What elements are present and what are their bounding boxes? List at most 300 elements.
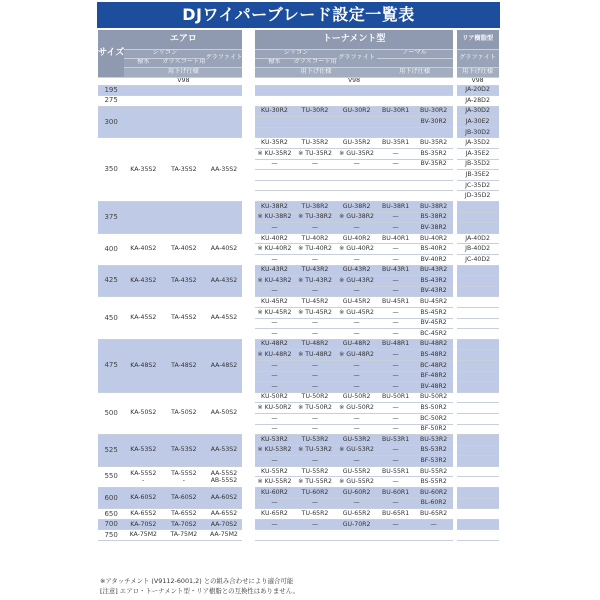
tournament-cell: — — [337, 413, 377, 424]
tournament-cell: TU-43R2 — [293, 265, 336, 276]
aero-value: AB-55S2 — [210, 476, 238, 484]
tournament-cell: BV-38R2 — [415, 223, 453, 234]
tournament-cell — [415, 191, 453, 202]
aero-cell — [124, 85, 162, 96]
aero-cell: TA-35S2 — [162, 138, 205, 202]
tournament-cell: BF-53R2 — [415, 456, 453, 467]
aero-value: TA-55S2 — [171, 469, 197, 477]
aero-cell — [162, 466, 205, 487]
rear-cell — [457, 530, 499, 541]
tournament-cell — [255, 117, 293, 128]
tournament-cell — [255, 127, 293, 138]
aero-cell: KA-53S2 — [124, 435, 162, 467]
aero-cell — [124, 96, 162, 107]
tournament-cell: — — [337, 223, 377, 234]
table-row — [98, 466, 499, 477]
tournament-cell: — — [377, 519, 415, 530]
rear-cell — [457, 307, 499, 318]
tournament-cell: BL-60R2 — [415, 498, 453, 509]
tournament-cell: BS-55R2 — [415, 477, 453, 488]
tournament-cell: GU-40R2 — [337, 233, 377, 244]
aero-cell: TA-48S2 — [162, 339, 205, 392]
tournament-cell — [377, 180, 415, 191]
tournament-cell: — — [255, 519, 293, 530]
tournament-cell — [377, 170, 415, 181]
table-row — [98, 488, 499, 499]
tournament-cell — [293, 127, 336, 138]
aero-cell: TA-53S2 — [162, 435, 205, 467]
table-row — [98, 202, 499, 213]
tournament-cell: — — [255, 382, 293, 393]
aero-cell: AA-70S2 — [205, 519, 242, 530]
tournament-cell: GU-38R2 — [337, 202, 377, 213]
size-cell: 650 — [98, 509, 124, 520]
tournament-cell: BU-35R2 — [415, 138, 453, 149]
rear-graphite-header: グラファイト — [457, 49, 499, 67]
rear-header: リア樹脂型 — [457, 30, 499, 49]
rear-cell — [457, 350, 499, 361]
aero-cell — [162, 85, 205, 96]
tournament-cell: ※ KU-40R2 — [255, 244, 293, 255]
tournament-cell: — — [377, 212, 415, 223]
tournament-cell — [293, 180, 336, 191]
tournament-cell: — — [337, 424, 377, 435]
tournament-cell — [415, 170, 453, 181]
tournament-cell: ※ TU-35R2 — [293, 149, 336, 160]
rear-cell — [457, 202, 499, 213]
tournament-cell — [293, 170, 336, 181]
rear-cell — [457, 265, 499, 276]
size-cell: 275 — [98, 96, 124, 107]
tournament-cell — [337, 191, 377, 202]
rear-cell — [457, 509, 499, 520]
tournament-cell: — — [255, 371, 293, 382]
tournament-cell — [255, 96, 293, 107]
aero-cell: AA-60S2 — [205, 488, 242, 509]
size-cell: 750 — [98, 530, 124, 541]
aero-v98: V98 — [124, 77, 242, 85]
table-row — [98, 530, 499, 541]
tournament-cell: BU-45R1 — [377, 297, 415, 308]
tournament-cell: — — [293, 456, 336, 467]
tournament-cell: GU-30R2 — [337, 106, 377, 117]
tournament-cell: BS-35R2 — [415, 149, 453, 160]
tournament-cell: BU-53R2 — [415, 435, 453, 446]
tournament-cell: KU-45R2 — [255, 297, 293, 308]
rear-cell — [457, 498, 499, 509]
tournament-cell: GU-43R2 — [337, 265, 377, 276]
tournament-cell: BU-50R1 — [377, 392, 415, 403]
tournament-cell: — — [255, 255, 293, 266]
size-cell: 475 — [98, 339, 124, 392]
tournament-cell: — — [377, 382, 415, 393]
tour-glass-coat: ガラスコート用 — [293, 58, 337, 66]
tour-silicon-header: シリコン — [255, 49, 336, 58]
aero-cell: KA-35S2 — [124, 138, 162, 202]
rear-cell: JA-35D2 — [457, 138, 499, 149]
tour-graphite-header: グラファイト — [337, 49, 377, 67]
rear-v98: V98 — [457, 77, 499, 85]
aero-cell: TA-65S2 — [162, 509, 205, 520]
tournament-cell: ※ GU-53R2 — [337, 445, 377, 456]
aero-cell: TA-40S2 — [162, 233, 205, 265]
tournament-cell: KU-40R2 — [255, 233, 293, 244]
tournament-cell: — — [377, 456, 415, 467]
aero-cell: KA-48S2 — [124, 339, 162, 392]
table-row — [98, 233, 499, 244]
tournament-cell: — — [293, 159, 336, 170]
aero-cell — [205, 96, 242, 107]
tournament-cell: — — [293, 382, 336, 393]
tournament-cell: — — [377, 329, 415, 340]
tournament-cell: — — [293, 360, 336, 371]
tournament-cell: TU-35R2 — [293, 138, 336, 149]
rear-cell — [457, 286, 499, 297]
tournament-cell — [415, 96, 453, 107]
tournament-cell: BU-60R2 — [415, 488, 453, 499]
rear-cell — [457, 435, 499, 446]
tournament-cell — [377, 191, 415, 202]
aero-cell: KA-65S2 — [124, 509, 162, 520]
tournament-cell: BS-45R2 — [415, 307, 453, 318]
tournament-cell: BF-48R2 — [415, 371, 453, 382]
tournament-cell: BU-53R1 — [377, 435, 415, 446]
tournament-cell: ※ GU-35R2 — [337, 149, 377, 160]
tournament-cell: BU-38R2 — [415, 202, 453, 213]
rear-cell — [457, 445, 499, 456]
tournament-cell: BU-65R2 — [415, 509, 453, 520]
aero-cell: AA-53S2 — [205, 435, 242, 467]
rear-cell — [457, 477, 499, 488]
tournament-cell — [377, 127, 415, 138]
tournament-cell: BU-50R2 — [415, 392, 453, 403]
rear-cell — [457, 360, 499, 371]
aero-cell: TA-75M2 — [162, 530, 205, 541]
tournament-cell: KU-43R2 — [255, 265, 293, 276]
tournament-cell: — — [377, 477, 415, 488]
rear-cell — [457, 212, 499, 223]
tournament-cell: ※ GU-38R2 — [337, 212, 377, 223]
rear-cell — [457, 466, 499, 477]
aero-cell — [124, 202, 162, 234]
tournament-cell — [255, 191, 293, 202]
tournament-cell: ※ GU-50R2 — [337, 403, 377, 414]
tournament-cell: — — [337, 382, 377, 393]
size-cell: 375 — [98, 202, 124, 234]
tournament-cell: KU-55R2 — [255, 466, 293, 477]
tournament-cell: — — [377, 276, 415, 287]
tournament-cell: — — [337, 159, 377, 170]
tournament-cell: BV-35R2 — [415, 159, 453, 170]
tournament-cell: — — [293, 329, 336, 340]
tournament-cell: ※ KU-45R2 — [255, 307, 293, 318]
tournament-cell: ※ TU-50R2 — [293, 403, 336, 414]
aero-cell: AA-50S2 — [205, 392, 242, 434]
tournament-cell: — — [293, 519, 336, 530]
tournament-cell: — — [377, 223, 415, 234]
tournament-cell: — — [337, 371, 377, 382]
size-cell: 700 — [98, 519, 124, 530]
rear-cell — [457, 413, 499, 424]
tournament-cell — [293, 85, 336, 96]
tournament-cell: GU-55R2 — [337, 466, 377, 477]
tournament-cell: — — [255, 286, 293, 297]
rear-cell — [457, 329, 499, 340]
rear-cell — [457, 223, 499, 234]
aero-cell — [124, 466, 162, 487]
tournament-cell: — — [377, 403, 415, 414]
aero-cell: TA-43S2 — [162, 265, 205, 297]
table-row — [98, 96, 499, 107]
size-cell: 300 — [98, 106, 124, 138]
tournament-cell: KU-35R2 — [255, 138, 293, 149]
rear-cell: JA-35E2 — [457, 149, 499, 160]
aero-cell — [162, 106, 205, 138]
rear-cell — [457, 382, 499, 393]
tournament-cell: — — [337, 318, 377, 329]
tour-spec: 用下げ仕様 — [255, 67, 376, 77]
tour-normal-header: ノーマル — [377, 49, 453, 58]
tournament-cell: ※ KU-50R2 — [255, 403, 293, 414]
tournament-cell: ※ GU-55R2 — [337, 477, 377, 488]
table-row — [98, 106, 499, 117]
tournament-cell: ※ GU-45R2 — [337, 307, 377, 318]
aero-cell: TA-70S2 — [162, 519, 205, 530]
tournament-cell: — — [293, 318, 336, 329]
tournament-cell: — — [255, 360, 293, 371]
tournament-cell: — — [255, 329, 293, 340]
tournament-cell: BS-48R2 — [415, 350, 453, 361]
tournament-cell: BV-43R2 — [415, 286, 453, 297]
table-row — [98, 519, 499, 530]
tournament-cell: ※ KU-53R2 — [255, 445, 293, 456]
tournament-cell: GU-48R2 — [337, 339, 377, 350]
tournament-cell: — — [255, 424, 293, 435]
aero-cell: KA-70S2 — [124, 519, 162, 530]
tournament-cell: TU-30R2 — [293, 106, 336, 117]
tournament-cell: BU-38R1 — [377, 202, 415, 213]
tournament-cell: — — [293, 255, 336, 266]
size-cell: 450 — [98, 297, 124, 339]
tournament-cell — [415, 530, 453, 541]
tournament-cell: BV-45R2 — [415, 318, 453, 329]
aero-cell: AA-75M2 — [205, 530, 242, 541]
rear-cell: JA-28D2 — [457, 96, 499, 107]
tournament-cell: — — [255, 498, 293, 509]
tournament-cell: TU-50R2 — [293, 392, 336, 403]
tournament-cell: — — [377, 498, 415, 509]
tournament-cell: BS-38R2 — [415, 212, 453, 223]
tournament-cell: TU-45R2 — [293, 297, 336, 308]
aero-cell: KA-40S2 — [124, 233, 162, 265]
tournament-cell — [255, 530, 293, 541]
rear-cell: JB-30D2 — [457, 127, 499, 138]
tournament-cell: GU-50R2 — [337, 392, 377, 403]
tournament-cell — [337, 85, 377, 96]
aero-cell: TA-60S2 — [162, 488, 205, 509]
tournament-cell: — — [377, 360, 415, 371]
tournament-cell: KU-53R2 — [255, 435, 293, 446]
tournament-cell — [293, 117, 336, 128]
tournament-cell: BU-30R2 — [415, 106, 453, 117]
tournament-cell: — — [377, 255, 415, 266]
tournament-cell: — — [337, 498, 377, 509]
tournament-cell: BU-55R1 — [377, 466, 415, 477]
size-cell: 550 — [98, 466, 124, 487]
tour-v98: V98 — [255, 77, 452, 85]
rear-cell — [457, 456, 499, 467]
tournament-cell: GU-35R2 — [337, 138, 377, 149]
note-attachment: ※アタッチメント (V9112-6001,2) との組み合わせにより適合可能 — [100, 577, 294, 585]
tournament-cell: BU-48R2 — [415, 339, 453, 350]
tournament-cell: — — [377, 159, 415, 170]
tournament-cell: — — [255, 318, 293, 329]
tournament-cell — [293, 96, 336, 107]
tournament-cell — [337, 96, 377, 107]
tournament-cell: BS-43R2 — [415, 276, 453, 287]
rear-cell — [457, 392, 499, 403]
tournament-cell — [255, 180, 293, 191]
tournament-cell: BU-43R1 — [377, 265, 415, 276]
tournament-cell: GU-65R2 — [337, 509, 377, 520]
tournament-cell: BU-48R1 — [377, 339, 415, 350]
tournament-cell — [337, 180, 377, 191]
rear-cell — [457, 318, 499, 329]
rear-cell: JC-40D2 — [457, 255, 499, 266]
tournament-cell: BF-50R2 — [415, 424, 453, 435]
rear-spec: 用下げ仕様 — [457, 67, 499, 77]
tournament-cell: GU-70R2 — [337, 519, 377, 530]
aero-cell — [162, 202, 205, 234]
aero-cell: AA-45S2 — [205, 297, 242, 339]
aero-cell: KA-50S2 — [124, 392, 162, 434]
tournament-cell: TU-65R2 — [293, 509, 336, 520]
tournament-cell: ※ TU-53R2 — [293, 445, 336, 456]
tournament-cell — [337, 530, 377, 541]
table-row — [98, 339, 499, 350]
tournament-cell — [415, 85, 453, 96]
rear-cell — [457, 424, 499, 435]
rear-cell — [457, 371, 499, 382]
tournament-cell: KU-48R2 — [255, 339, 293, 350]
rear-cell — [457, 276, 499, 287]
aero-cell — [205, 202, 242, 234]
tournament-cell: ※ TU-45R2 — [293, 307, 336, 318]
table-row — [98, 85, 499, 96]
rear-cell: JA-20D2 — [457, 85, 499, 96]
tournament-cell: ※ TU-40R2 — [293, 244, 336, 255]
tournament-cell: — — [293, 424, 336, 435]
tournament-cell: BU-60R1 — [377, 488, 415, 499]
table-row — [98, 509, 499, 520]
aero-cell: AA-48S2 — [205, 339, 242, 392]
tournament-cell — [415, 127, 453, 138]
tournament-cell: — — [337, 456, 377, 467]
wiper-blade-table — [98, 30, 499, 541]
rear-cell: JB-40D2 — [457, 244, 499, 255]
tournament-cell: — — [293, 371, 336, 382]
tournament-cell: — — [255, 456, 293, 467]
tournament-cell: TU-40R2 — [293, 233, 336, 244]
tournament-cell — [337, 127, 377, 138]
tournament-cell: — — [415, 519, 453, 530]
tournament-cell — [377, 96, 415, 107]
tournament-cell: KU-30R2 — [255, 106, 293, 117]
tournament-cell: ※ GU-48R2 — [337, 350, 377, 361]
tournament-cell: TU-53R2 — [293, 435, 336, 446]
tour-water-repellent: 撥水 — [255, 58, 293, 67]
rear-cell: JD-35D2 — [457, 191, 499, 202]
tournament-cell: BU-65R1 — [377, 509, 415, 520]
tournament-cell — [293, 191, 336, 202]
tournament-cell: BV-30R2 — [415, 117, 453, 128]
tournament-cell: BU-43R2 — [415, 265, 453, 276]
tournament-cell: BU-55R2 — [415, 466, 453, 477]
tournament-cell: — — [337, 286, 377, 297]
aero-cell: KA-75M2 — [124, 530, 162, 541]
aero-cell — [124, 106, 162, 138]
aero-value: KA-55S2 — [130, 469, 157, 477]
tournament-cell: ※ KU-38R2 — [255, 212, 293, 223]
tournament-cell: — — [337, 360, 377, 371]
tournament-cell — [255, 85, 293, 96]
tournament-cell — [337, 170, 377, 181]
rear-cell — [457, 488, 499, 499]
tournament-cell: — — [377, 445, 415, 456]
size-cell: 195 — [98, 85, 124, 96]
aero-cell: AA-43S2 — [205, 265, 242, 297]
tournament-cell: — — [337, 329, 377, 340]
tournament-cell: — — [293, 413, 336, 424]
tournament-cell — [415, 180, 453, 191]
rear-cell — [457, 339, 499, 350]
aero-cell: AA-65S2 — [205, 509, 242, 520]
aero-header: エアロ — [169, 33, 197, 44]
table-row — [98, 265, 499, 276]
size-header: サイズ — [98, 30, 124, 77]
tournament-cell: BS-53R2 — [415, 445, 453, 456]
aero-silicon-header: シリコン — [124, 49, 205, 58]
size-cell: 400 — [98, 233, 124, 265]
aero-cell — [205, 466, 242, 487]
tournament-cell: ※ TU-38R2 — [293, 212, 336, 223]
tournament-cell: — — [255, 413, 293, 424]
tournament-cell: BS-40R2 — [415, 244, 453, 255]
table-row — [98, 435, 499, 446]
tournament-cell: BS-50R2 — [415, 403, 453, 414]
tournament-cell: BV-48R2 — [415, 382, 453, 393]
rear-cell: JB-35E2 — [457, 170, 499, 181]
aero-cell: KA-45S2 — [124, 297, 162, 339]
rear-cell: JA-40D2 — [457, 233, 499, 244]
size-cell: 350 — [98, 138, 124, 202]
tournament-cell: BC-50R2 — [415, 413, 453, 424]
tournament-cell: KU-60R2 — [255, 488, 293, 499]
aero-cell — [205, 106, 242, 138]
tour-normal-spec: 用下げ仕様 — [377, 67, 453, 77]
rear-cell: JC-35D2 — [457, 180, 499, 191]
tournament-cell: ※ KU-43R2 — [255, 276, 293, 287]
tournament-cell: TU-55R2 — [293, 466, 336, 477]
tournament-cell: ※ GU-43R2 — [337, 276, 377, 287]
aero-cell: KA-60S2 — [124, 488, 162, 509]
rear-cell — [457, 519, 499, 530]
tournament-cell: BU-45R2 — [415, 297, 453, 308]
aero-cell: TA-45S2 — [162, 297, 205, 339]
tournament-cell: GU-53R2 — [337, 435, 377, 446]
aero-value: - — [182, 476, 185, 484]
tournament-cell: BC-45R2 — [415, 329, 453, 340]
